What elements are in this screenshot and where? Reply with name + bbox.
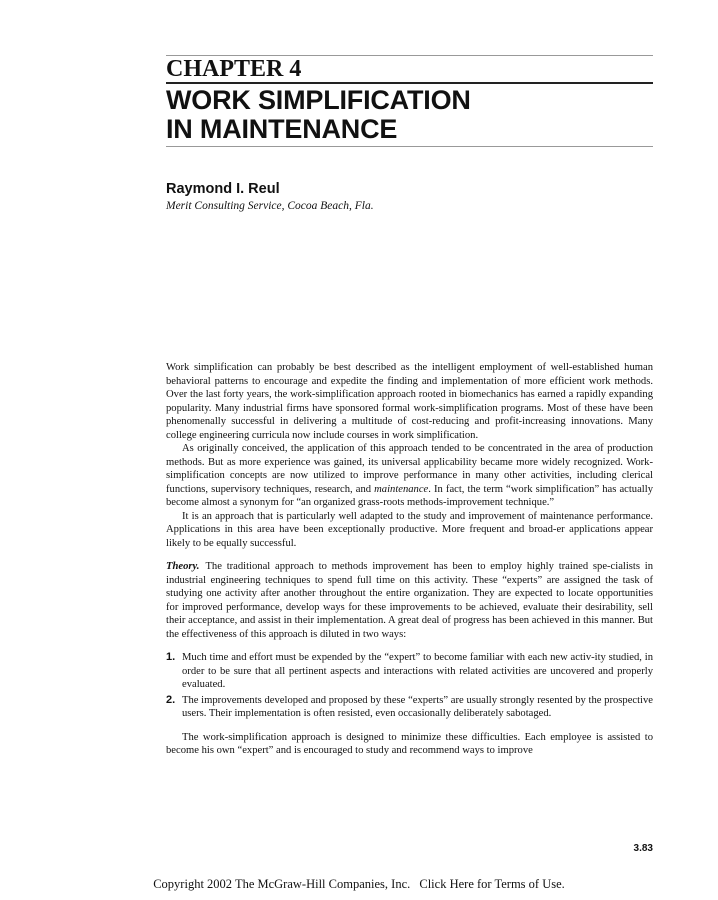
list-item — [166, 651, 653, 692]
header-mid-rule — [166, 82, 653, 84]
paragraph-origin — [166, 442, 653, 510]
paragraph-theory — [166, 560, 653, 641]
chapter-label: CHAPTER 4 — [166, 56, 302, 82]
numbered-list — [166, 651, 653, 721]
paragraph-maintenance: It is an approach that is particularly well adapted to the study and improvement of maintenance performance. Applications in this area have been exceptionally productive. More frequent and broad-er applications appear likely to be equally successful. — [166, 510, 653, 549]
chapter-title-line-1: WORK SIMPLIFICATION — [166, 85, 471, 115]
author-name: Raymond I. Reul — [166, 181, 280, 197]
author-affiliation: Merit Consulting Service, Cocoa Beach, Fla. — [166, 200, 374, 212]
paragraph-origin-b: . In fact, the term “work simplification” has actually become almost a synonym for “an organized grass-roots methods-improvement technique.” — [166, 483, 653, 508]
paragraph-closing: The work-simplification approach is designed to minimize these difficulties. Each employee is assisted to become his own “expert” and is encouraged to study and recommend ways to improve — [166, 731, 653, 756]
theory-text: The traditional approach to methods improvement has been to employ highly trained spe-cialists in industrial engineering techniques to spend full time on this activity. These “experts” are assigned the task of studying one activity after another throughout the entire organization. They are expected to locate opportunities for improved performance, develop ways for these improvements to be achieved, evaluate their desirability, sell their acceptance, and assist in their implementation. A great deal of progress has been achieved in this manner. But the effectiveness of this approach is diluted in two ways: — [166, 561, 653, 640]
paragraph-origin-a: As originally conceived, the application of this approach tended to be concentrated in the area of production methods. But as more experience was gained, its universal applicability became more widely recognized. Work-simplification concepts are now utilized to improve performance in many other activities, including clerical functions, supervisory techniques, research, and — [166, 443, 653, 495]
page-number: 3.83 — [633, 843, 653, 854]
list-item-text: The improvements developed and proposed by these “experts” are usually strongly resented by the prospective users. Their implementation is often resisted, even occasionally deliberately sabotaged. — [182, 694, 653, 719]
copyright-notice: Copyright 2002 The McGraw-Hill Companies, Inc. — [153, 877, 411, 891]
terms-of-use-link[interactable]: Click Here for Terms of Use. — [419, 877, 565, 891]
theory-label: Theory. — [166, 561, 200, 572]
footer — [0, 876, 718, 892]
list-item-text: Much time and effort must be expended by the “expert” to become familiar with each new activ-ity studied, in order to be sure that all pertinent aspects and interactions with related activities are uncovered and properly evaluated. — [182, 652, 653, 690]
chapter-title — [166, 86, 471, 144]
list-item-number: 2. — [166, 693, 176, 706]
maintenance-emphasis: maintenance — [374, 483, 429, 495]
body-text — [166, 361, 653, 758]
list-item-number: 1. — [166, 651, 176, 663]
chapter-title-line-2: IN MAINTENANCE — [166, 114, 398, 144]
paragraph-intro: Work simplification can probably be best described as the intelligent employment of well-established human behavioral patterns to encourage and expedite the finding and implementation of more efficient work methods. Over the last forty years, the work-simplification approach rooted in biomechanics has earned a rapidly expanding popularity. Many industrial firms have sponsored formal work-simplification programs. Most of these have been phenomenally successful in delivering a multitude of cost-reducing and profit-increasing innovations. Many college engineering curricula now include courses in work simplification. — [166, 362, 653, 441]
header-bottom-rule — [166, 146, 653, 147]
list-item — [166, 694, 653, 721]
